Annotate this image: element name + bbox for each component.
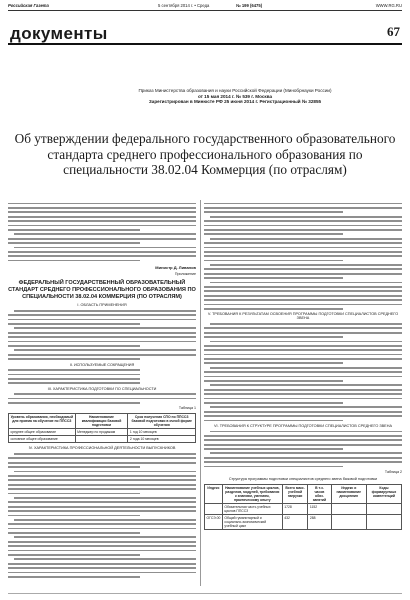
table-row	[205, 504, 402, 515]
right-column-text-2	[204, 323, 402, 421]
section-1-text	[8, 310, 196, 360]
table2-caption: Таблица 2	[384, 470, 402, 475]
table-header-cell: Наименование квалификации базовой подготовки	[75, 414, 128, 429]
table-1	[8, 413, 196, 443]
section-heading-4: IV. ХАРАКТЕРИСТИКА ПРОФЕССИОНАЛЬНОЙ ДЕЯТЕЛЬНОСТИ ВЫПУСКНИКОВ	[28, 446, 176, 451]
table-row	[205, 515, 402, 530]
table-cell	[75, 436, 128, 443]
table-header-cell: Всего макс. учебной нагрузки	[282, 485, 308, 504]
section-heading-5: V. ТРЕБОВАНИЯ К РЕЗУЛЬТАТАМ ОСВОЕНИЯ ПРОГРАММЫ ПОДГОТОВКИ СПЕЦИАЛИСТОВ СРЕДНЕГО ЗВЕНА	[207, 312, 399, 321]
table-cell: основное общее образование	[9, 436, 76, 443]
table-header-cell: Уровень образования, необходимый для приема на обучение по ППССЗ	[9, 414, 76, 429]
table1-caption: Таблица 1	[178, 406, 196, 411]
order-header	[135, 88, 335, 105]
site-url: WWW.RG.RU	[375, 3, 402, 8]
top-rule	[8, 10, 402, 11]
table-cell: ОГСЭ.00	[205, 515, 223, 530]
standard-title: ФЕДЕРАЛЬНЫЙ ГОСУДАРСТВЕННЫЙ ОБРАЗОВАТЕЛЬНЫЙ СТАНДАРТ СРЕДНЕГО ПРОФЕССИОНАЛЬНОГО ОБРАЗОВАНИЯ ПО СПЕЦИАЛЬНОСТИ 38.02.04 КОММЕРЦИЯ (ПО ОТРАСЛЯМ)	[8, 280, 196, 300]
table-cell: среднее общее образование	[9, 429, 76, 436]
table-cell: 432	[282, 515, 308, 530]
table-cell: 2 года 10 месяцев	[128, 436, 196, 443]
table-header-cell: Индекс	[205, 485, 223, 504]
order-registration: Зарегистрирован в Минюсте РФ 25 июня 2014 г. Регистрационный № 32855	[148, 99, 322, 105]
footer-rule	[8, 593, 402, 594]
order-date-number: от 15 мая 2014 г. № 539 г. Москва	[197, 93, 273, 99]
appendix-label: Приложение	[174, 272, 196, 277]
main-title: Об утверждении федерального государственного образовательного стандарта среднего профессионального образования по специальности 38.02.04 Коммерция (по отраслям)	[14, 131, 396, 178]
table-header-cell: Коды формируемых компетенций	[366, 485, 401, 504]
table-cell: Менеджер по продажам	[75, 429, 128, 436]
table-row	[9, 436, 196, 443]
table-cell: 1 год 10 месяцев	[128, 429, 196, 436]
order-issuer: Приказ Министерства образования и науки Российской Федерации (Минобрнауки России)	[138, 88, 332, 93]
table-header-cell: Срок получения СПО по ППССЗ базовой подготовки в очной форме обучения	[128, 414, 196, 429]
table-header-cell: В т.ч. часов обяз. занятий	[308, 485, 331, 504]
table-header-row	[9, 414, 196, 429]
section-3-text	[8, 393, 196, 404]
preamble-text	[8, 203, 196, 262]
table-cell: Общий гуманитарный и социально-экономический учебный цикл	[222, 515, 282, 530]
page-number: 67	[387, 24, 400, 39]
right-column-text-3	[204, 431, 402, 468]
left-column	[8, 200, 196, 586]
minister-signature: Министр Д. Ливанов	[155, 265, 196, 271]
table-cell	[366, 504, 401, 515]
right-column-text-1	[204, 203, 402, 310]
table-cell	[366, 515, 401, 530]
column-divider	[200, 200, 201, 586]
table-cell: 1728	[282, 504, 308, 515]
table-cell: 1152	[308, 504, 331, 515]
table-cell	[331, 515, 366, 530]
section-heading-6: VI. ТРЕБОВАНИЯ К СТРУКТУРЕ ПРОГРАММЫ ПОДГОТОВКИ СПЕЦИАЛИСТОВ СРЕДНЕГО ЗВЕНА	[214, 423, 392, 428]
issue-number: № 199 (6475)	[236, 3, 263, 8]
table-header-row	[205, 485, 402, 504]
newspaper-name: Российская Газета	[8, 3, 49, 8]
table-header-cell: Индекс и наименование дисциплин	[331, 485, 366, 504]
table-cell	[331, 504, 366, 515]
section-rule	[8, 43, 402, 45]
table-header-cell: Наименование учебных циклов, разделов, модулей, требования к знаниям, умениям, практическому опыту	[222, 485, 282, 504]
right-column	[204, 200, 402, 586]
section-title: документы	[10, 24, 108, 43]
section-heading-2: II. ИСПОЛЬЗУЕМЫЕ СОКРАЩЕНИЯ	[69, 362, 135, 367]
section-heading-3: III. ХАРАКТЕРИСТИКА ПОДГОТОВКИ ПО СПЕЦИАЛЬНОСТИ	[47, 386, 157, 391]
section-2-text	[8, 369, 196, 384]
section-4-text	[8, 453, 196, 578]
table-cell: 288	[308, 515, 331, 530]
section-heading-1: I. ОБЛАСТЬ ПРИМЕНЕНИЯ	[77, 303, 127, 308]
table-cell	[205, 504, 223, 515]
table-cell: Обязательная часть учебных циклов ППССЗ	[222, 504, 282, 515]
table-row	[9, 429, 196, 436]
issue-date: 5 сентября 2014 г. • Среда	[158, 3, 210, 8]
table2-title: Структура программы подготовки специалистов среднего звена базовой подготовки	[228, 477, 378, 482]
table-2	[204, 484, 402, 530]
